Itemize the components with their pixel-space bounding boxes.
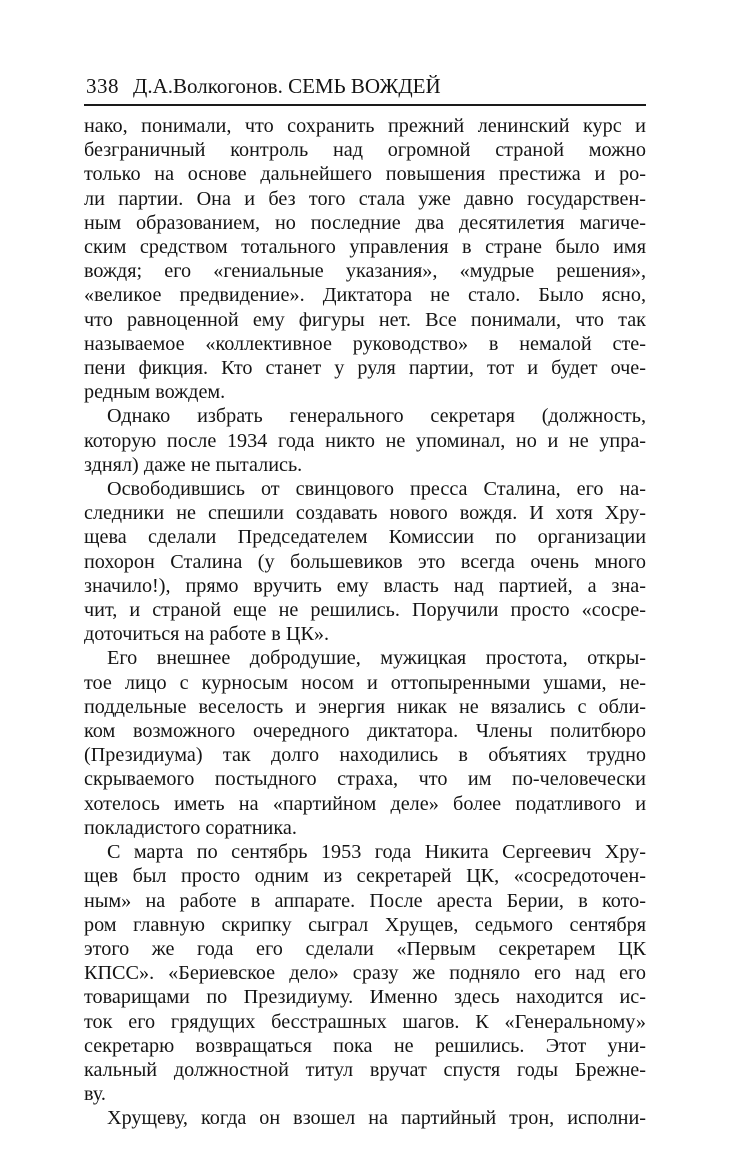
running-header <box>84 72 646 100</box>
text-line: что равноценной ему фигуры нет. Все понимали, что так <box>84 308 646 331</box>
text-line: которую после 1934 года никто не упоминал, но и не упра- <box>84 429 646 452</box>
text-line: щев был просто одним из секретарей ЦК, «сосредоточен- <box>84 865 646 888</box>
text-line: тое лицо с курносым носом и оттопыренными ушами, не- <box>84 671 646 694</box>
text-line: ским средством тотального управления в стране было имя <box>84 236 646 259</box>
text-line: кальный должностной титул вручат спустя годы Брежне- <box>84 1058 646 1081</box>
text-line: товарищами по Президиуму. Именно здесь находится ис- <box>84 986 646 1009</box>
text-line: ным» на работе в аппарате. После ареста Берии, в кото- <box>84 889 646 912</box>
text-line: «великое предвидение». Диктатора не стало. Было ясно, <box>84 284 646 307</box>
book-page <box>84 72 646 1131</box>
text-line: этого же года его сделали «Первым секретарем ЦК <box>84 937 646 960</box>
text-line: вождя; его «гениальные указания», «мудрые решения», <box>84 260 646 283</box>
text-line: безграничный контроль над огромной страной можно <box>84 139 646 162</box>
paragraph <box>84 840 646 1106</box>
text-line: Хрущеву, когда он взошел на партийный трон, исполни- <box>107 1107 646 1130</box>
text-line: КПСС». «Бериевское дело» сразу же подняло его над его <box>84 962 646 985</box>
text-line: доточиться на работе в ЦК». <box>84 623 330 646</box>
paragraph <box>84 114 646 404</box>
text-line: хотелось иметь на «партийном деле» более податливого и <box>84 792 646 815</box>
header-rule <box>84 104 646 106</box>
text-line: только на основе дальнейшего повышения престижа и ро- <box>84 163 646 186</box>
text-line: Освободившись от свинцового пресса Сталина, его на- <box>107 478 646 501</box>
running-title: Д.А.Волкогонов. СЕМЬ ВОЖДЕЙ <box>133 74 441 98</box>
paragraph <box>84 477 646 646</box>
page-body <box>84 114 646 1131</box>
text-line: ток его грядущих бесстрашных шагов. К «Генеральному» <box>84 1010 646 1033</box>
text-line: чит, и страной еще не решились. Поручили просто «сосре- <box>84 599 646 622</box>
text-line: Однако избрать генерального секретаря (должность, <box>107 405 646 428</box>
text-line: следники не спешили создавать нового вождя. И хотя Хру- <box>84 502 646 525</box>
text-line: (Президиума) так долго находились в объятиях трудно <box>84 744 646 767</box>
text-line: поддельные веселость и энергия никак не вязались с обли- <box>84 695 646 718</box>
text-line: ли партии. Она и без того стала уже давно государствен- <box>84 187 646 210</box>
text-line: Его внешнее добродушие, мужицкая простота, откры- <box>107 647 646 670</box>
text-line: С марта по сентябрь 1953 года Никита Сергеевич Хру- <box>107 841 646 864</box>
text-line: зднял) даже не пытались. <box>84 453 303 476</box>
text-line: ву. <box>84 1083 106 1106</box>
paragraph <box>84 404 646 477</box>
text-line: пени фикция. Кто станет у руля партии, тот и будет оче- <box>84 357 646 380</box>
text-line: похорон Сталина (у большевиков это всегда очень много <box>84 550 646 573</box>
text-line: ным образованием, но последние два десятилетия магиче- <box>84 211 646 234</box>
text-line: называемое «коллективное руководство» в немалой сте- <box>84 332 646 355</box>
page-number: 338 <box>86 74 119 98</box>
text-line: редным вождем. <box>84 381 226 404</box>
text-line: ком возможного очередного диктатора. Члены политбюро <box>84 720 646 743</box>
text-line: щева сделали Председателем Комиссии по организации <box>84 526 646 549</box>
text-line: значило!), прямо вручить ему власть над партией, а зна- <box>84 574 646 597</box>
text-line: ром главную скрипку сыграл Хрущев, седьмого сентября <box>84 913 646 936</box>
text-line: скрываемого постыдного страха, что им по-человечески <box>84 768 646 791</box>
text-line: нако, понимали, что сохранить прежний ленинский курс и <box>84 115 646 137</box>
paragraph <box>84 1106 646 1130</box>
text-line: секретарю возвращаться пока не решились. Этот уни- <box>84 1034 646 1057</box>
text-line: покладистого соратника. <box>84 816 297 839</box>
paragraph <box>84 646 646 840</box>
